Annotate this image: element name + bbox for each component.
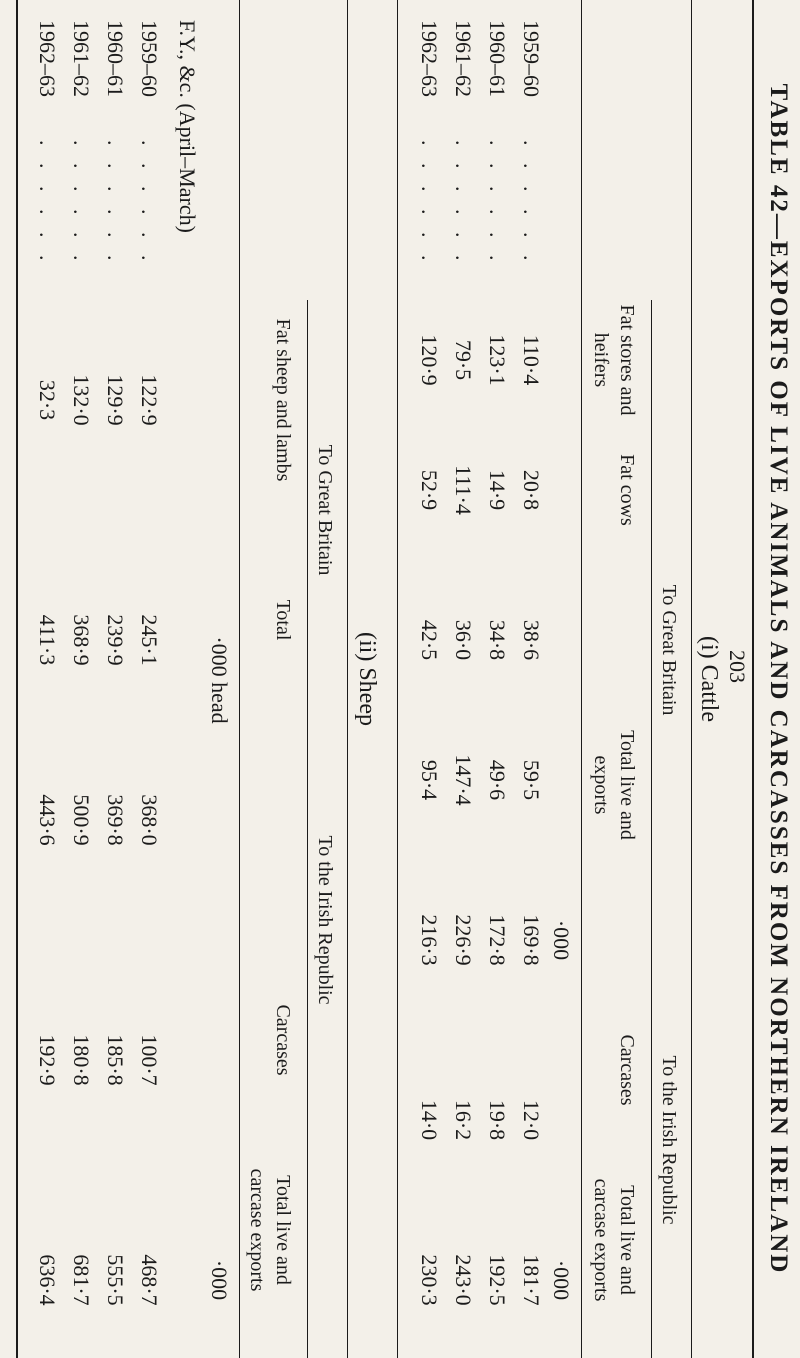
sheep-hdr-total: Total (272, 599, 294, 641)
title-rule (752, 0, 754, 1358)
year-label: 1961–62 (451, 20, 476, 97)
sheep-cell-s4: 100·7 (137, 1034, 162, 1086)
year-label: 1959–60 (137, 20, 162, 97)
sheep-cell-s5: 555·5 (103, 1254, 128, 1306)
leader-dots: . . . . . . (69, 140, 94, 267)
cattle-cell-c7: 181·7 (519, 1254, 544, 1306)
cattle-hdr-fat-stores: Fat stores and heifers (590, 304, 638, 416)
sheep-cell-s3: 369·8 (103, 794, 128, 846)
sheep-cell-s3: 443·6 (35, 794, 60, 846)
sheep-cell-s2: 368·9 (69, 614, 94, 666)
cattle-cell-c1: 110·4 (519, 334, 544, 386)
section-label-sheep: (ii) Sheep (354, 632, 380, 726)
leader-dots: . . . . . . (137, 140, 162, 267)
leader-dots: . . . . . . (417, 140, 442, 267)
cattle-hdr-fat-cows: Fat cows (616, 454, 638, 526)
sheep-group-rule (307, 300, 308, 1358)
year-label: 1962–63 (417, 20, 442, 97)
year-label: 1960–61 (485, 20, 510, 97)
sheep-cell-s4: 180·8 (69, 1034, 94, 1086)
cattle-cell-c5: 216·3 (417, 914, 442, 966)
sheep-header-rule (239, 0, 240, 1358)
cattle-cell-c7: 192·5 (485, 1254, 510, 1306)
sheep-cell-s3: 500·9 (69, 794, 94, 846)
sheep-hdr-fat-sheep: Fat sheep and lambs (272, 318, 294, 482)
cattle-unit-c5: ·000 (549, 919, 574, 961)
cattle-cell-c2: 14·9 (485, 469, 510, 511)
sheep-unit-s2: ·000 head (207, 636, 232, 724)
sheep-cell-s5: 681·7 (69, 1254, 94, 1306)
sheep-top-rule (347, 0, 348, 1358)
cattle-top-rule (691, 0, 692, 1358)
table-title: TABLE 42—EXPORTS OF LIVE ANIMALS AND CARCASSES FROM NORTHERN IRELAND (765, 83, 792, 1275)
cattle-cell-c6: 19·8 (485, 1099, 510, 1141)
section-label-cattle: (i) Cattle (696, 636, 722, 722)
sheep-cell-s2: 245·1 (137, 614, 162, 666)
leader-dots: . . . . . . (451, 140, 476, 267)
stub-header: F.Y., &c. (April–March) (175, 20, 200, 233)
cattle-cell-c6: 14·0 (417, 1099, 442, 1141)
cattle-cell-c4: 95·4 (417, 759, 442, 801)
cattle-cell-c4: 147·4 (451, 754, 476, 806)
sheep-hdr-total-live-carcase: Total live and carcase exports (246, 1168, 294, 1292)
leader-dots: . . . . . . (103, 140, 128, 267)
cattle-cell-c7: 243·0 (451, 1254, 476, 1306)
sheep-cell-s1: 32·3 (35, 379, 60, 421)
cattle-hdr-carcases: Carcases (616, 1034, 638, 1106)
sheep-cell-s1: 122·9 (137, 374, 162, 426)
year-label: 1959–60 (519, 20, 544, 97)
cattle-group-rule (651, 300, 652, 1358)
leader-dots: . . . . . . (485, 140, 510, 267)
sheep-hdr-carcases: Carcases (272, 1004, 294, 1076)
sheep-cell-s4: 185·8 (103, 1034, 128, 1086)
sheep-cell-s5: 636·4 (35, 1254, 60, 1306)
sheep-bottom-rule (16, 0, 18, 1358)
cattle-cell-c1: 120·9 (417, 334, 442, 386)
sheep-unit-s5: ·000 (207, 1259, 232, 1301)
cattle-cell-c3: 42·5 (417, 619, 442, 661)
leader-dots: . . . . . . (519, 140, 544, 267)
year-label: 1962–63 (35, 20, 60, 97)
sheep-cell-s2: 239·9 (103, 614, 128, 666)
cattle-cell-c3: 36·0 (451, 619, 476, 661)
cattle-cell-c5: 172·8 (485, 914, 510, 966)
cattle-unit-c7: ·000 (549, 1259, 574, 1301)
year-label: 1960–61 (103, 20, 128, 97)
cattle-group-gb: To Great Britain (658, 584, 680, 716)
sheep-cell-s5: 468·7 (137, 1254, 162, 1306)
year-label: 1961–62 (69, 20, 94, 97)
cattle-cell-c1: 79·5 (451, 339, 476, 381)
sheep-cell-s4: 192·9 (35, 1034, 60, 1086)
sheep-cell-s2: 411·3 (35, 614, 60, 666)
cattle-cell-c4: 59·5 (519, 759, 544, 801)
cattle-cell-c3: 34·8 (485, 619, 510, 661)
cattle-cell-c5: 169·8 (519, 914, 544, 966)
sheep-cell-s1: 129·9 (103, 374, 128, 426)
cattle-hdr-total-live-exports: Total live and exports (590, 730, 638, 840)
cattle-cell-c1: 123·1 (485, 334, 510, 386)
cattle-bottom-rule (397, 0, 398, 1358)
cattle-cell-c6: 16·2 (451, 1099, 476, 1141)
cattle-cell-c5: 226·9 (451, 914, 476, 966)
sheep-cell-s1: 132·0 (69, 374, 94, 426)
cattle-header-rule (581, 0, 582, 1358)
sheep-cell-s3: 368·0 (137, 794, 162, 846)
page-number: 203 (725, 650, 750, 683)
cattle-cell-c7: 230·3 (417, 1254, 442, 1306)
cattle-group-republic: To the Irish Republic (658, 1055, 680, 1225)
sheep-group-gb: To Great Britain (314, 444, 336, 576)
cattle-cell-c2: 52·9 (417, 469, 442, 511)
cattle-hdr-total-live-carcase: Total live and carcase exports (590, 1178, 638, 1302)
cattle-cell-c6: 12·0 (519, 1099, 544, 1141)
cattle-cell-c4: 49·6 (485, 759, 510, 801)
leader-dots: . . . . . . (35, 140, 60, 267)
cattle-cell-c3: 38·6 (519, 619, 544, 661)
cattle-cell-c2: 20·8 (519, 469, 544, 511)
cattle-cell-c2: 111·4 (451, 465, 476, 515)
sheep-group-republic: To the Irish Republic (314, 835, 336, 1005)
